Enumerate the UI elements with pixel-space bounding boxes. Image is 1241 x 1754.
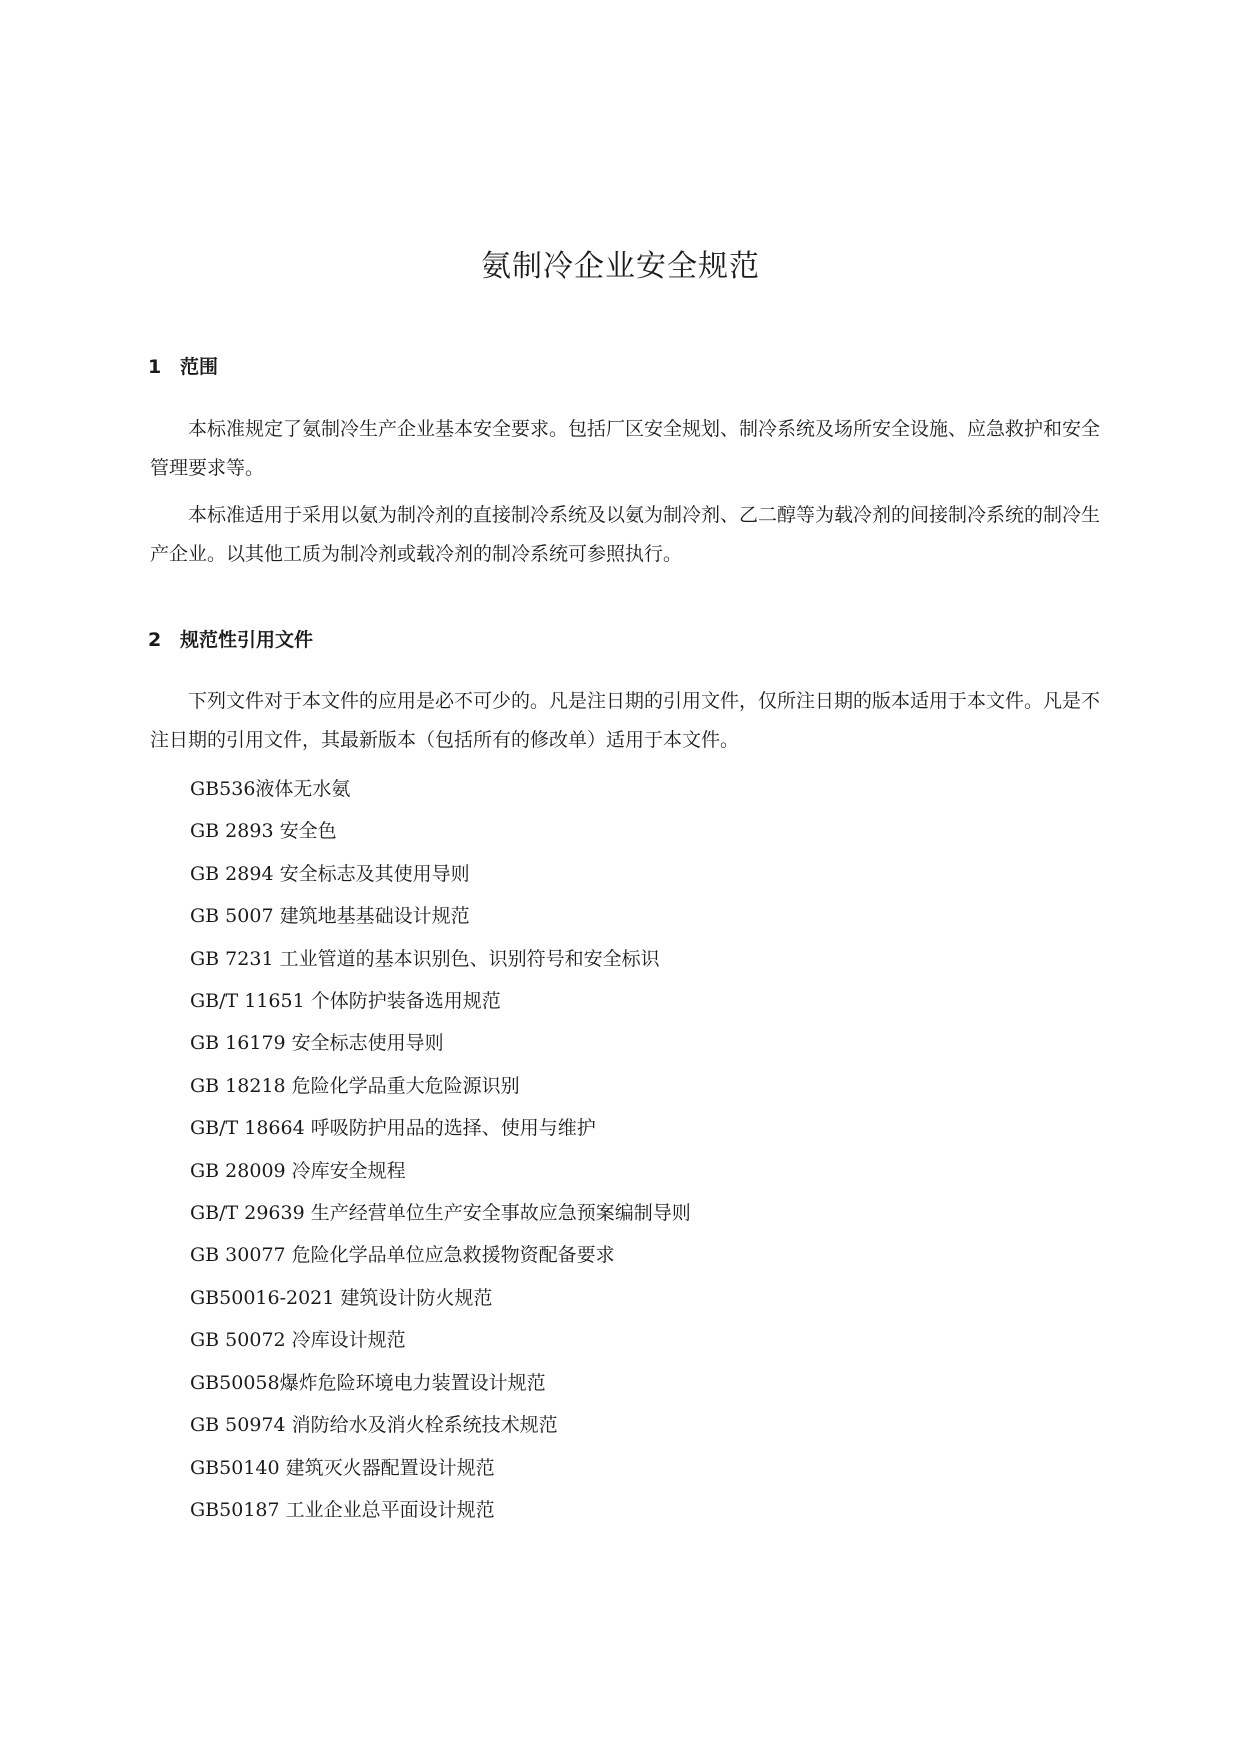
section-heading-normative-references <box>148 625 313 655</box>
scope-paragraph-1: 本标准规定了氨制冷生产企业基本安全要求。包括厂区安全规划、制冷系统及场所安全设施、应急救护和安全管理要求等。 <box>150 418 1101 479</box>
section-number: 2 <box>148 629 162 651</box>
reference-item: GB 30077 危险化学品单位应急救援物资配备要求 <box>190 1244 615 1267</box>
reference-item: GB50187 工业企业总平面设计规范 <box>190 1498 495 1521</box>
reference-item: GB50058爆炸危险环境电力装置设计规范 <box>190 1371 546 1394</box>
reference-list <box>190 768 691 1531</box>
reference-item: GB536液体无水氨 <box>190 778 351 800</box>
reference-item: GB 16179 安全标志使用导则 <box>190 1032 444 1055</box>
reference-item: GB 2894 安全标志及其使用导则 <box>190 862 470 885</box>
section-heading-scope <box>148 352 218 382</box>
reference-item: GB/T 18664 呼吸防护用品的选择、使用与维护 <box>190 1117 596 1140</box>
section-title: 规范性引用文件 <box>180 629 314 651</box>
document-title: 氨制冷企业安全规范 <box>481 249 760 284</box>
reference-item: GB50016-2021 建筑设计防火规范 <box>190 1286 493 1309</box>
reference-item: GB 50072 冷库设计规范 <box>190 1329 406 1352</box>
reference-item: GB 18218 危险化学品重大危险源识别 <box>190 1074 520 1097</box>
reference-item: GB/T 29639 生产经营单位生产安全事故应急预案编制导则 <box>190 1202 691 1225</box>
reference-item: GB 28009 冷库安全规程 <box>190 1159 406 1182</box>
reference-item: GB50140 建筑灭火器配置设计规范 <box>190 1456 495 1479</box>
reference-item: GB 2893 安全色 <box>190 820 337 843</box>
reference-item: GB 7231 工业管道的基本识别色、识别符号和安全标识 <box>190 947 660 970</box>
reference-item: GB 50974 消防给水及消火栓系统技术规范 <box>190 1414 558 1437</box>
scope-paragraph-2: 本标准适用于采用以氨为制冷剂的直接制冷系统及以氨为制冷剂、乙二醇等为载冷剂的间接制冷系统的制冷生产企业。以其他工质为制冷剂或载冷剂的制冷系统可参照执行。 <box>150 504 1101 565</box>
references-intro-paragraph: 下列文件对于本文件的应用是必不可少的。凡是注日期的引用文件，仅所注日期的版本适用于本文件。凡是不注日期的引用文件，其最新版本（包括所有的修改单）适用于本文件。 <box>150 690 1101 751</box>
section-title: 范围 <box>180 356 219 378</box>
reference-item: GB 5007 建筑地基基础设计规范 <box>190 905 470 928</box>
section-number: 1 <box>148 356 162 378</box>
reference-item: GB/T 11651 个体防护装备选用规范 <box>190 990 501 1013</box>
